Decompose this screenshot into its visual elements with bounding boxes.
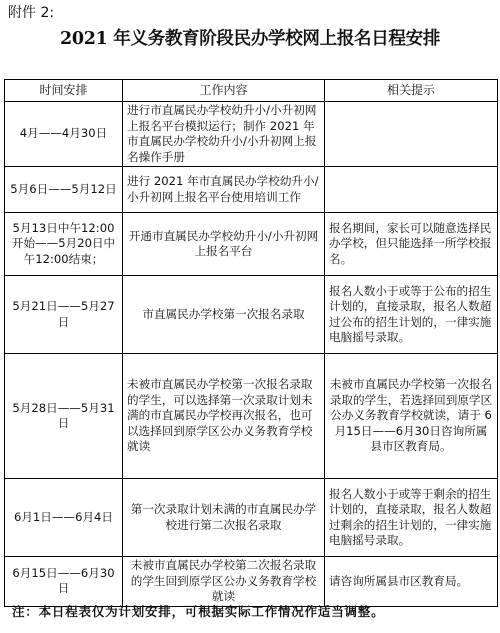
row-content: 未被市直属民办学校第一次报名录取的学生，可以选择第一次录取计划未满的市直属民办学校再次报名，也可以选择回到原学区公办义务教育学校就读 [123,354,325,479]
schedule-table [4,79,498,607]
row-time: 4月——4月30日 [5,102,123,167]
row-notes: 报名人数小于或等于剩余的招生计划的，直接录取，报名人数超过剩余的招生计划的，一律实施电脑摇号录取。 [325,479,498,557]
table-row [5,557,498,607]
row-time: 6月1日——6月4日 [5,479,123,557]
header-content: 工作内容 [123,80,325,102]
row-content: 开通市直属民办学校幼升小/小升初网上报名平台 [123,213,325,276]
table-row [5,479,498,557]
table-header-row [5,80,498,102]
row-content: 市直属民办学校第一次报名录取 [123,276,325,354]
table-row [5,167,498,213]
row-notes: 请咨询所属县市区教育局。 [325,557,498,607]
row-notes: 未被市直属民办学校第一次报名录取的学生，若选择回到原学区公办义务教育学校就读，请于 6月15日——6月30日咨询所属县市区教育局。 [325,354,498,479]
row-content: 进行市直属民办学校幼升小/小升初网上报名平台模拟运行；制作 2021 年市直属民办学校幼升小/小升初网上报名操作手册 [123,102,325,167]
row-time: 6月15日——6月30日 [5,557,123,607]
footnote: 注：本日程表仅为计划安排，可根据实际工作情况作适当调整。 [12,604,385,619]
header-notes: 相关提示 [325,80,498,102]
table-row [5,354,498,479]
row-notes [325,167,498,213]
row-time: 5月6日——5月12日 [5,167,123,213]
row-notes [325,102,498,167]
row-time: 5月28日——5月31日 [5,354,123,479]
row-time: 5月21日——5月27日 [5,276,123,354]
row-content: 进行 2021 年市直属民办学校幼升小/小升初网上报名平台使用培训工作 [123,167,325,213]
header-time: 时间安排 [5,80,123,102]
row-time: 5月13日中午12:00开始——5月20日中午12:00结束； [5,213,123,276]
table-row [5,213,498,276]
attachment-label: 附件 2: [8,5,55,21]
document-title: 2021 年义务教育阶段民办学校网上报名日程安排 [59,29,441,49]
table-row [5,276,498,354]
row-notes: 报名期间，家长可以随意选择民办学校，但只能选择一所学校报名。 [325,213,498,276]
table-row [5,102,498,167]
row-notes: 报名人数小于或等于公布的招生计划的，直接录取，报名人数超过公布的招生计划的，一律实施电脑摇号录取。 [325,276,498,354]
row-content: 第一次录取计划未满的市直属民办学校进行第二次报名录取 [123,479,325,557]
row-content: 未被市直属民办学校第二次报名录取的学生回到原学区公办义务教育学校就读 [123,557,325,607]
